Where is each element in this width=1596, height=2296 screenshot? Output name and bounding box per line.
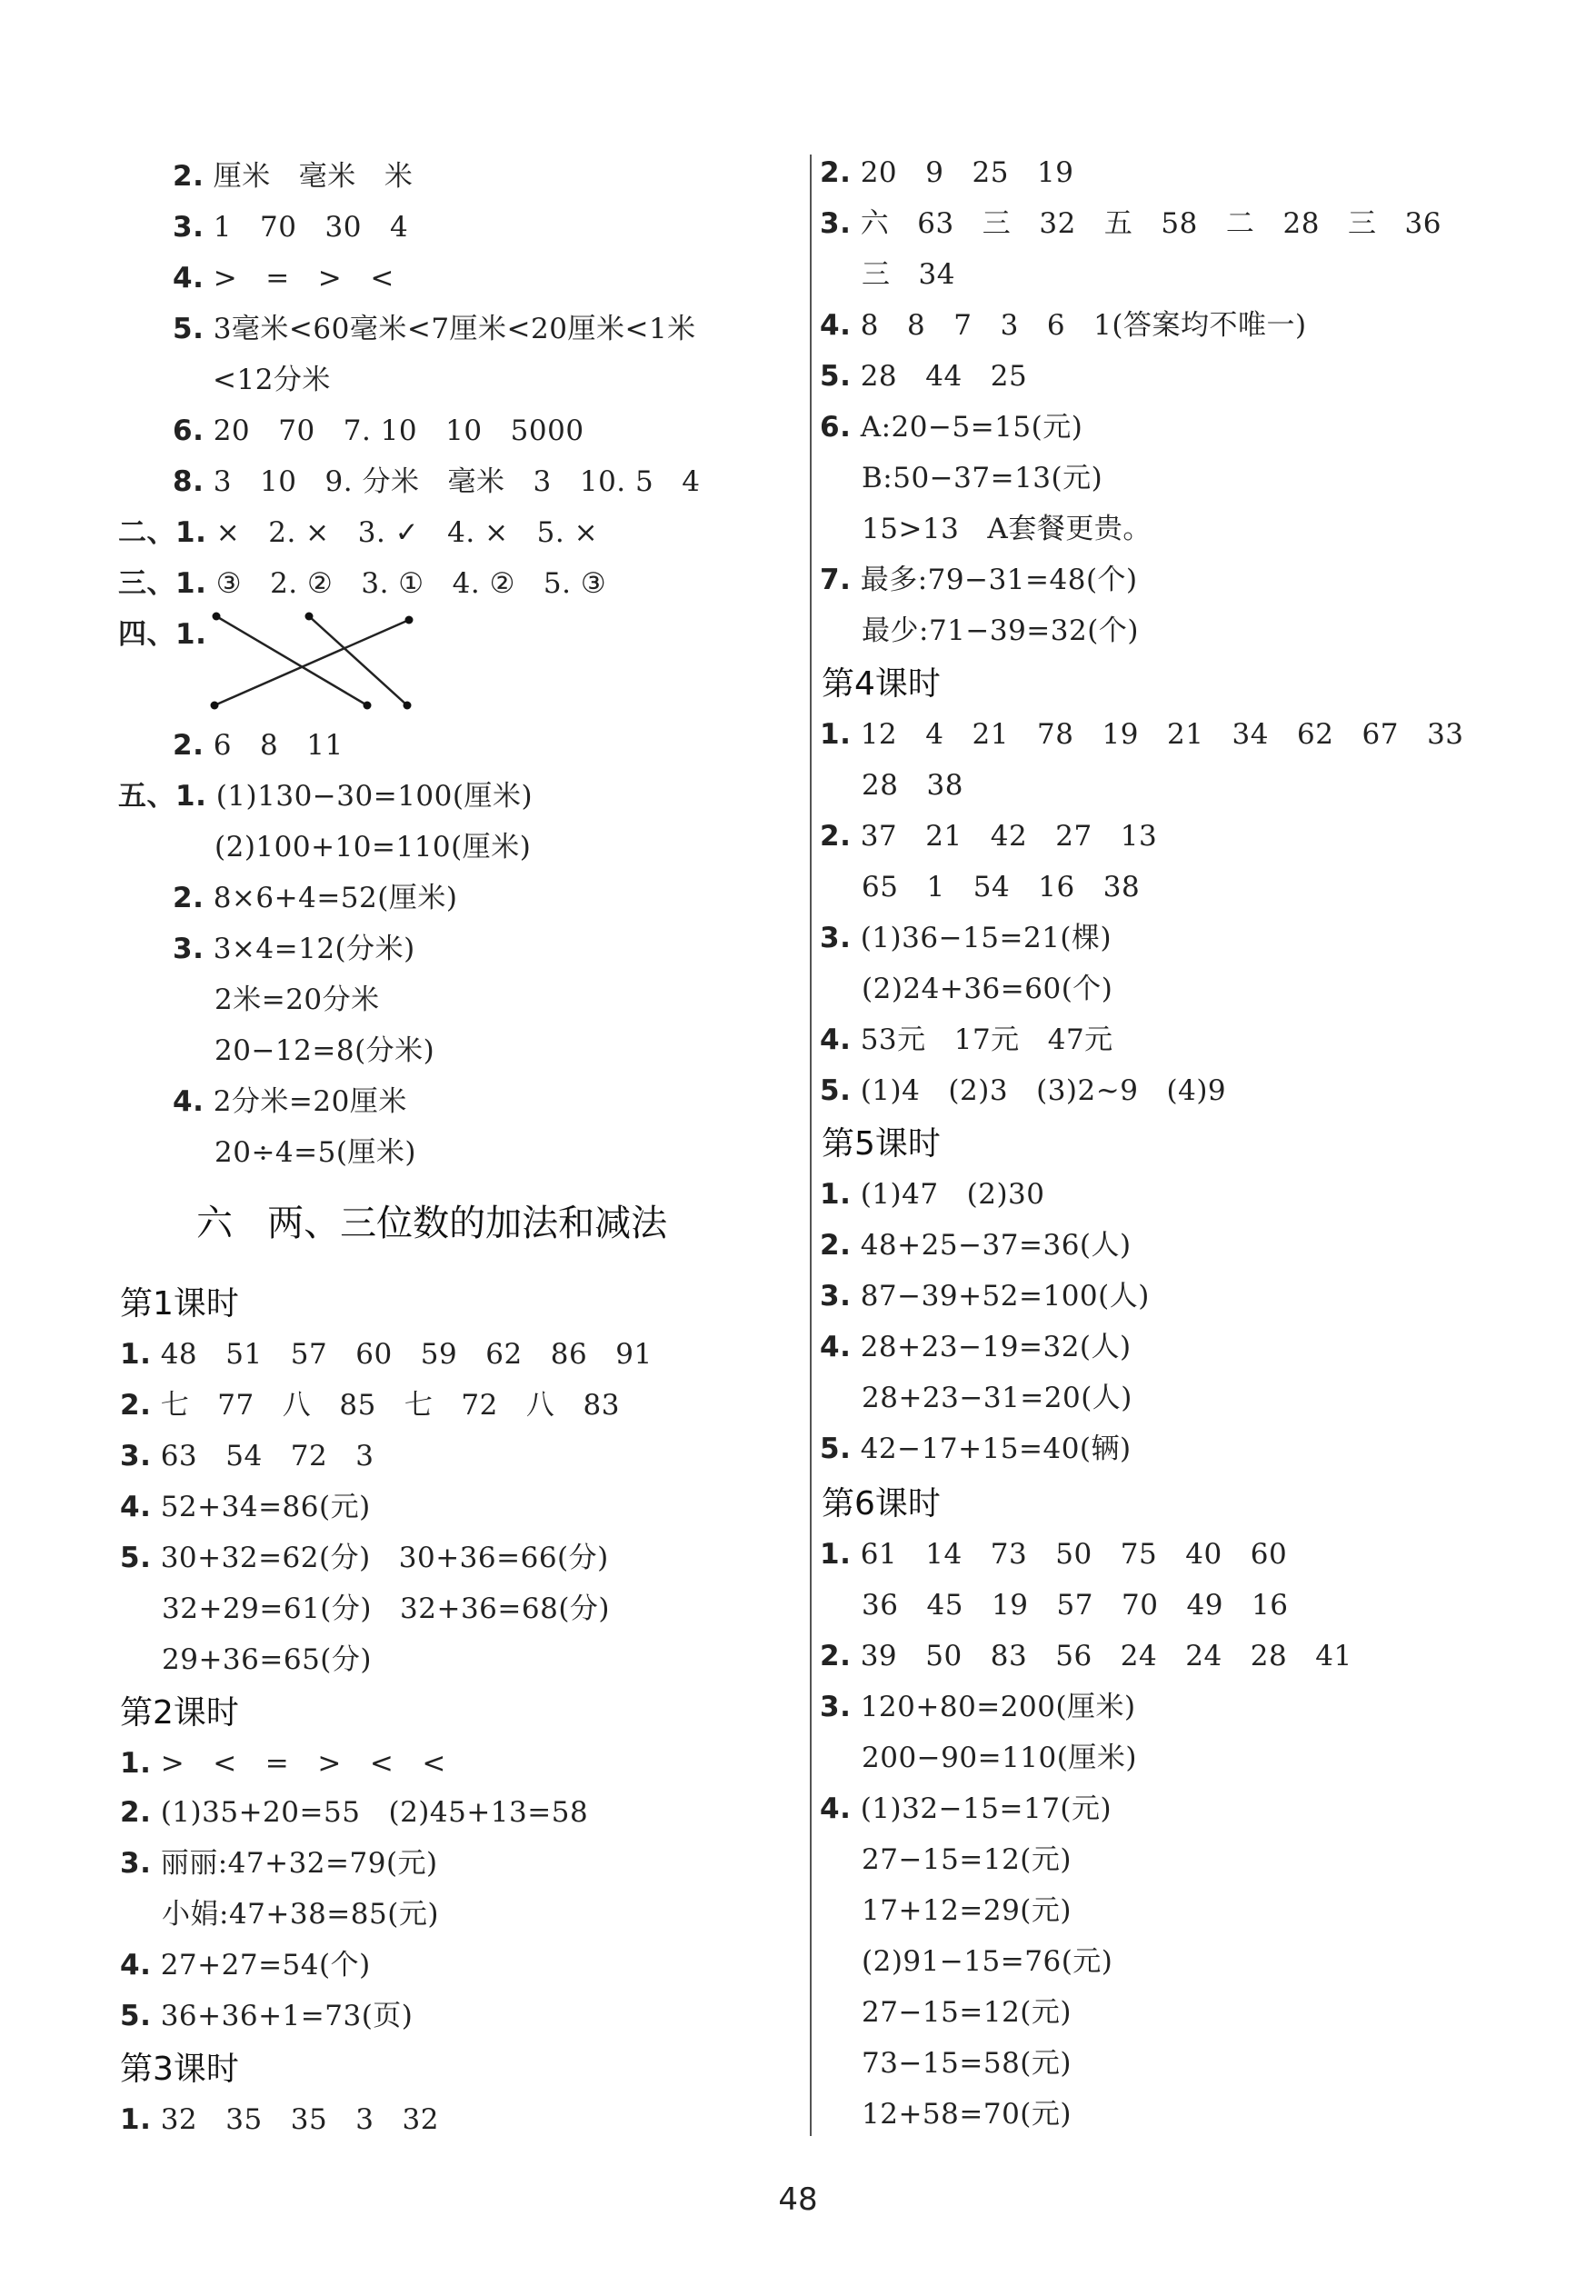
- answer-line: 3. 120+80=200(厘米): [820, 1691, 1136, 1723]
- answer-line: 1. > < = > < <: [120, 1747, 446, 1780]
- lesson-heading: 第4课时: [822, 665, 941, 703]
- answer-line: 3. 丽丽:47+32=79(元): [120, 1847, 438, 1880]
- answer-line: 3. 六 63 三 32 五 58 二 28 三 36: [820, 207, 1442, 240]
- answer-line: 5. (1)4 (2)3 (3)2~9 (4)9: [820, 1074, 1227, 1107]
- answer-line: 27−15=12(元): [862, 1996, 1072, 2029]
- answer-line: 20−12=8(分米): [214, 1034, 435, 1067]
- answer-line: 2. (1)35+20=55 (2)45+13=58: [120, 1796, 589, 1829]
- answer-line: 四、1.: [118, 618, 207, 651]
- matching-dot: [405, 616, 414, 624]
- answer-line: 27−15=12(元): [862, 1843, 1072, 1876]
- answer-line: 28+23−31=20(人): [862, 1382, 1132, 1414]
- answer-line: (2)100+10=110(厘米): [214, 831, 532, 863]
- answer-line: 4. (1)32−15=17(元): [820, 1792, 1112, 1825]
- answer-line: 29+36=65(分): [162, 1643, 372, 1676]
- answer-line: 3. 1 70 30 4: [173, 211, 409, 244]
- answer-line: 5. 3毫米<60毫米<7厘米<20厘米<1米: [173, 313, 696, 345]
- answer-line: 65 1 54 16 38: [862, 871, 1141, 903]
- matching-dot: [404, 702, 412, 710]
- answer-line: 小娟:47+38=85(元): [162, 1898, 439, 1931]
- matching-dot: [305, 613, 314, 621]
- answer-line: 8. 3 10 9. 分米 毫米 3 10. 5 4: [173, 465, 701, 498]
- answer-line: 6. A:20−5=15(元): [820, 411, 1083, 444]
- answer-line: 三、1. ③ 2. ② 3. ① 4. ② 5. ③: [118, 567, 607, 600]
- answer-line: 3. 63 54 72 3: [120, 1440, 374, 1472]
- answer-line: 5. 42−17+15=40(辆): [820, 1433, 1132, 1465]
- answer-line: 4. 8 8 7 3 6 1(答案均不唯一): [820, 309, 1307, 342]
- answer-line: 5. 30+32=62(分) 30+36=66(分): [120, 1542, 609, 1574]
- answer-line: 17+12=29(元): [862, 1894, 1072, 1927]
- answer-line: 二、1. × 2. × 3. ✓ 4. × 5. ×: [118, 516, 599, 549]
- answer-line: 12+58=70(元): [862, 2098, 1072, 2131]
- answer-line: 5. 36+36+1=73(页): [120, 2000, 414, 2032]
- answer-line: 2. 39 50 83 56 24 24 28 41: [820, 1640, 1352, 1672]
- lesson-heading: 第5课时: [822, 1125, 941, 1163]
- answer-line: 3. 87−39+52=100(人): [820, 1280, 1150, 1313]
- matching-dot: [213, 613, 221, 621]
- answer-line: 最少:71−39=32(个): [862, 614, 1139, 647]
- matching-dot: [364, 702, 372, 710]
- answer-line: 五、1. (1)130−30=100(厘米): [118, 780, 534, 813]
- lesson-heading: 第2课时: [120, 1694, 239, 1732]
- lesson-heading: 第6课时: [822, 1485, 941, 1522]
- answer-line: 1. (1)47 (2)30: [820, 1178, 1045, 1211]
- answer-line: 3. (1)36−15=21(棵): [820, 922, 1112, 954]
- answer-line: 2. 37 21 42 27 13: [820, 820, 1158, 853]
- answer-line: B:50−37=13(元): [862, 462, 1103, 494]
- answer-line: 2. 48+25−37=36(人): [820, 1229, 1132, 1262]
- answer-line: 4. 2分米=20厘米: [173, 1085, 407, 1118]
- answer-line: 4. 28+23−19=32(人): [820, 1331, 1132, 1363]
- answer-line: 1. 61 14 73 50 75 40 60: [820, 1538, 1288, 1571]
- answer-line: 1. 48 51 57 60 59 62 86 91: [120, 1338, 653, 1371]
- page-number: 48: [778, 2181, 818, 2218]
- answer-line: 4. > = > <: [173, 262, 394, 294]
- answer-line: 36 45 19 57 70 49 16: [862, 1589, 1289, 1622]
- answer-line: 200−90=110(厘米): [862, 1742, 1137, 1774]
- answer-line: 2. 8×6+4=52(厘米): [173, 882, 458, 914]
- answer-line: 2米=20分米: [214, 983, 380, 1016]
- answer-line: (2)24+36=60(个): [862, 973, 1113, 1005]
- answer-line: 3. 3×4=12(分米): [173, 933, 415, 965]
- answer-line: 1. 32 35 35 3 32: [120, 2103, 439, 2136]
- answer-line: 5. 28 44 25: [820, 360, 1028, 393]
- answer-line: 32+29=61(分) 32+36=68(分): [162, 1592, 611, 1625]
- answer-line: 6. 20 70 7. 10 10 5000: [173, 414, 584, 447]
- answer-line: (2)91−15=76(元): [862, 1945, 1113, 1978]
- matching-line: [309, 616, 407, 705]
- answer-line: <12分米: [213, 364, 331, 396]
- answer-line: 2. 6 8 11: [173, 729, 344, 762]
- answer-line: 2. 厘米 毫米 米: [173, 160, 414, 193]
- answer-line: 7. 最多:79−31=48(个): [820, 564, 1138, 596]
- lesson-heading: 第1课时: [120, 1285, 239, 1323]
- answer-line: 4. 52+34=86(元): [120, 1491, 371, 1523]
- answer-line: 20÷4=5(厘米): [214, 1136, 417, 1169]
- answer-line: 2. 20 9 25 19: [820, 156, 1074, 189]
- matching-line: [216, 616, 367, 705]
- column-divider: [810, 155, 812, 2136]
- chapter-title: 六 两、三位数的加法和减法: [196, 1203, 668, 1244]
- answer-line: 2. 七 77 八 85 七 72 八 83: [120, 1389, 620, 1422]
- answer-line: 4. 27+27=54(个): [120, 1949, 371, 1982]
- answer-line: 1. 12 4 21 78 19 21 34 62 67 33: [820, 718, 1464, 751]
- answer-line: 4. 53元 17元 47元: [820, 1023, 1113, 1056]
- answer-line: 73−15=58(元): [862, 2047, 1072, 2080]
- answer-line: 15>13 A套餐更贵。: [862, 513, 1152, 545]
- answer-line: 三 34: [862, 258, 956, 291]
- matching-dot: [211, 702, 219, 710]
- lesson-heading: 第3课时: [120, 2051, 239, 2088]
- answer-line: 28 38: [862, 769, 963, 802]
- matching-lines-diagram: [207, 607, 425, 716]
